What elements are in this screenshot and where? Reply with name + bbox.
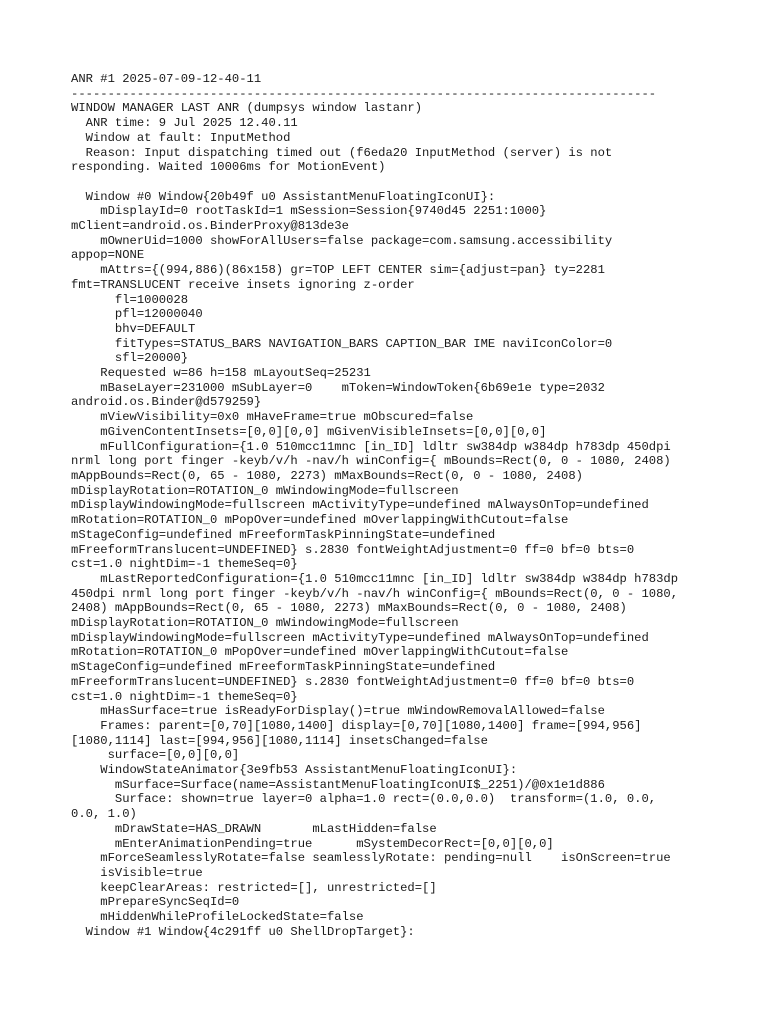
log-line: mGivenContentInsets=[0,0][0,0] mGivenVisibleInsets=[0,0][0,0] <box>71 424 547 439</box>
log-line: Requested w=86 h=158 mLayoutSeq=25231 <box>71 366 371 381</box>
log-line: mClient=android.os.BinderProxy@813de3e <box>71 219 349 234</box>
log-line: 2408) mAppBounds=Rect(0, 65 - 1080, 2273) mMaxBounds=Rect(0, 0 - 1080, 2408) <box>71 601 627 616</box>
log-line: mStageConfig=undefined mFreeformTaskPinningState=undefined <box>71 660 496 675</box>
log-line: mLastReportedConfiguration={1.0 510mcc11mnc [in_ID] ldltr sw384dp w384dp h783dp <box>71 571 679 586</box>
log-line: mDrawState=HAS_DRAWN mLastHidden=false <box>71 821 437 836</box>
log-line: fitTypes=STATUS_BARS NAVIGATION_BARS CAPTION_BAR IME naviIconColor=0 <box>71 336 613 351</box>
log-line: android.os.Binder@d579259} <box>71 395 262 410</box>
log-line: mPrepareSyncSeqId=0 <box>71 895 240 910</box>
log-line: -------------------------------------------------------------------------------- <box>71 86 657 101</box>
log-line: cst=1.0 nightDim=-1 themeSeq=0} <box>71 557 298 572</box>
log-line: mAppBounds=Rect(0, 65 - 1080, 2273) mMaxBounds=Rect(0, 0 - 1080, 2408) <box>71 468 583 483</box>
log-line: isVisible=true <box>71 865 203 880</box>
log-line: Frames: parent=[0,70][1080,1400] display=[0,70][1080,1400] frame=[994,956] <box>71 718 642 733</box>
log-line: Window at fault: InputMethod <box>71 130 291 145</box>
log-line: mEnterAnimationPending=true mSystemDecorRect=[0,0][0,0] <box>71 836 554 851</box>
log-line: pfl=12000040 <box>71 307 203 322</box>
log-line: mDisplayRotation=ROTATION_0 mWindowingMode=fullscreen <box>71 483 459 498</box>
log-line: mFreeformTranslucent=UNDEFINED} s.2830 fontWeightAdjustment=0 ff=0 bf=0 bts=0 <box>71 542 635 557</box>
log-line: mViewVisibility=0x0 mHaveFrame=true mObscured=false <box>71 410 474 425</box>
log-line: surface=[0,0][0,0] <box>71 748 240 763</box>
log-line: mDisplayWindowingMode=fullscreen mActivityType=undefined mAlwaysOnTop=undefined <box>71 498 649 513</box>
log-line: keepClearAreas: restricted=[], unrestricted=[] <box>71 880 437 895</box>
log-line: Surface: shown=true layer=0 alpha=1.0 rect=(0.0,0.0) transform=(1.0, 0.0, <box>71 792 657 807</box>
log-line: mDisplayWindowingMode=fullscreen mActivityType=undefined mAlwaysOnTop=undefined <box>71 630 649 645</box>
log-line: mAttrs={(994,886)(86x158) gr=TOP LEFT CENTER sim={adjust=pan} ty=2281 <box>71 263 605 278</box>
log-line: WINDOW MANAGER LAST ANR (dumpsys window lastanr) <box>71 101 423 116</box>
log-line: cst=1.0 nightDim=-1 themeSeq=0} <box>71 689 298 704</box>
log-line: bhv=DEFAULT <box>71 321 196 336</box>
log-line: mBaseLayer=231000 mSubLayer=0 mToken=WindowToken{6b69e1e type=2032 <box>71 380 605 395</box>
log-line: 450dpi nrml long port finger -keyb/v/h -nav/h winConfig={ mBounds=Rect(0, 0 - 1080, <box>71 586 679 601</box>
log-line: responding. Waited 10006ms for MotionEvent) <box>71 160 386 175</box>
log-line: Window #0 Window{20b49f u0 AssistantMenuFloatingIconUI}: <box>71 189 496 204</box>
log-line: mOwnerUid=1000 showForAllUsers=false package=com.samsung.accessibility <box>71 233 613 248</box>
log-line: [1080,1114] last=[994,956][1080,1114] insetsChanged=false <box>71 733 488 748</box>
log-line: Window #1 Window{4c291ff u0 ShellDropTarget}: <box>71 924 415 939</box>
log-line: mStageConfig=undefined mFreeformTaskPinningState=undefined <box>71 527 496 542</box>
log-line: mRotation=ROTATION_0 mPopOver=undefined mOverlappingWithCutout=false <box>71 513 569 528</box>
log-line: sfl=20000} <box>71 351 189 366</box>
log-line: mFreeformTranslucent=UNDEFINED} s.2830 fontWeightAdjustment=0 ff=0 bf=0 bts=0 <box>71 674 635 689</box>
log-line: mRotation=ROTATION_0 mPopOver=undefined mOverlappingWithCutout=false <box>71 645 569 660</box>
log-line: mDisplayId=0 rootTaskId=1 mSession=Session{9740d45 2251:1000} <box>71 204 547 219</box>
log-line: mHasSurface=true isReadyForDisplay()=true mWindowRemovalAllowed=false <box>71 704 605 719</box>
document-page <box>71 72 751 939</box>
log-line: WindowStateAnimator{3e9fb53 AssistantMenuFloatingIconUI}: <box>71 763 518 778</box>
log-line: mHiddenWhileProfileLockedState=false <box>71 910 364 925</box>
log-line: fmt=TRANSLUCENT receive insets ignoring z-order <box>71 277 415 292</box>
log-line: nrml long port finger -keyb/v/h -nav/h winConfig={ mBounds=Rect(0, 0 - 1080, 2408) <box>71 454 671 469</box>
log-line: mDisplayRotation=ROTATION_0 mWindowingMode=fullscreen <box>71 616 459 631</box>
log-line: ANR #1 2025-07-09-12-40-11 <box>71 72 262 86</box>
log-line: mSurface=Surface(name=AssistantMenuFloatingIconUI$_2251)/@0x1e1d886 <box>71 777 605 792</box>
log-line: ANR time: 9 Jul 2025 12.40.11 <box>71 116 298 131</box>
log-line: mForceSeamlesslyRotate=false seamlesslyRotate: pending=null isOnScreen=true <box>71 851 671 866</box>
anr-log-text <box>71 72 751 939</box>
log-line: fl=1000028 <box>71 292 189 307</box>
log-line: 0.0, 1.0) <box>71 807 137 822</box>
log-line: appop=NONE <box>71 248 145 263</box>
log-line: Reason: Input dispatching timed out (f6eda20 InputMethod (server) is not <box>71 145 613 160</box>
log-line: mFullConfiguration={1.0 510mcc11mnc [in_ID] ldltr sw384dp w384dp h783dp 450dpi <box>71 439 671 454</box>
log-line <box>71 175 751 190</box>
